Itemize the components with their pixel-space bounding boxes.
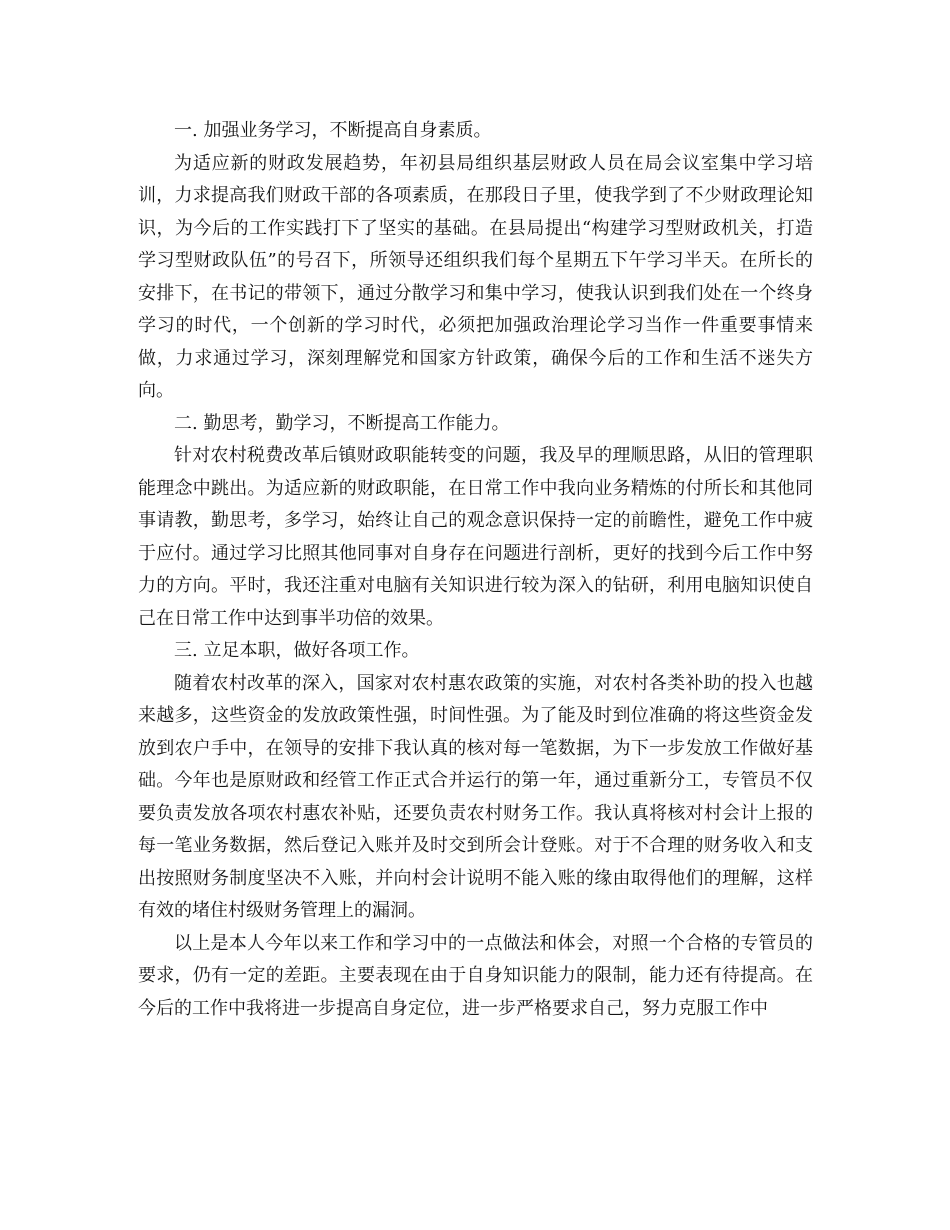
- section-heading-2: 二. 勤思考，勤学习，不断提高工作能力。: [174, 412, 510, 434]
- section-paragraph-2: 针对农村税费改革后镇财政职能转变的问题，我及早的理顺思路，从旧的管理职能理念中跳出。为适应新的财政职能，在日常工作中我向业务精炼的付所长和其他同事请教，勤思考，多学习，始终让自己的观念意识保持一定的前瞻性，避免工作中疲于应付。通过学习比照其他同事对自身存在问题进行剖析，更好的找到今后工作中努力的方向。平时，我还注重对电脑有关知识进行较为深入的钻研，利用电脑知识使自己在日常工作中达到事半功倍的效果。: [138, 445, 813, 629]
- document-body: [138, 115, 813, 1025]
- section-paragraph-3: 随着农村改革的深入，国家对农村惠农政策的实施，对农村各类补助的投入也越来越多，这些资金的发放政策性强，时间性强。为了能及时到位准确的将这些资金发放到农户手中，在领导的安排下我认真的核对每一笔数据，为下一步发放工作做好基础。今年也是原财政和经管工作正式合并运行的第一年，通过重新分工，专管员不仅要负责发放各项农村惠农补贴，还要负责农村财务工作。我认真将核对村会计上报的每一笔业务数据，然后登记入账并及时交到所会计登账。对于不合理的财务收入和支出按照财务制度坚决不入账，并向村会计说明不能入账的缘由取得他们的理解，这样有效的堵住村级财务管理上的漏洞。: [138, 672, 813, 921]
- section-heading-1: 一. 加强业务学习，不断提高自身素质。: [174, 120, 492, 141]
- closing-paragraph: 以上是本人今年以来工作和学习中的一点做法和体会，对照一个合格的专管员的要求，仍有一定的差距。主要表现在由于自身知识能力的限制，能力还有待提高。在今后的工作中我将进一步提高自身定位，进一步严格要求自己，努力克服工作中: [138, 932, 813, 1019]
- section-paragraph-1: 为适应新的财政发展趋势，年初县局组织基层财政人员在局会议室集中学习培训，力求提高我们财政干部的各项素质，在那段日子里，使我学到了不少财政理论知识，为今后的工作实践打下了坚实的基础。在县局提出“构建学习型财政机关，打造学习型财政队伍”的号召下，所领导还组织我们每个星期五下午学习半天。在所长的安排下，在书记的带领下，通过分散学习和集中学习，使我认识到我们处在一个终身学习的时代，一个创新的学习时代，必须把加强政治理论学习当作一件重要事情来做，力求通过学习，深刻理解党和国家方针政策，确保今后的工作和生活不迷失方向。: [138, 152, 813, 401]
- section-heading-3: 三. 立足本职，做好各项工作。: [174, 640, 420, 661]
